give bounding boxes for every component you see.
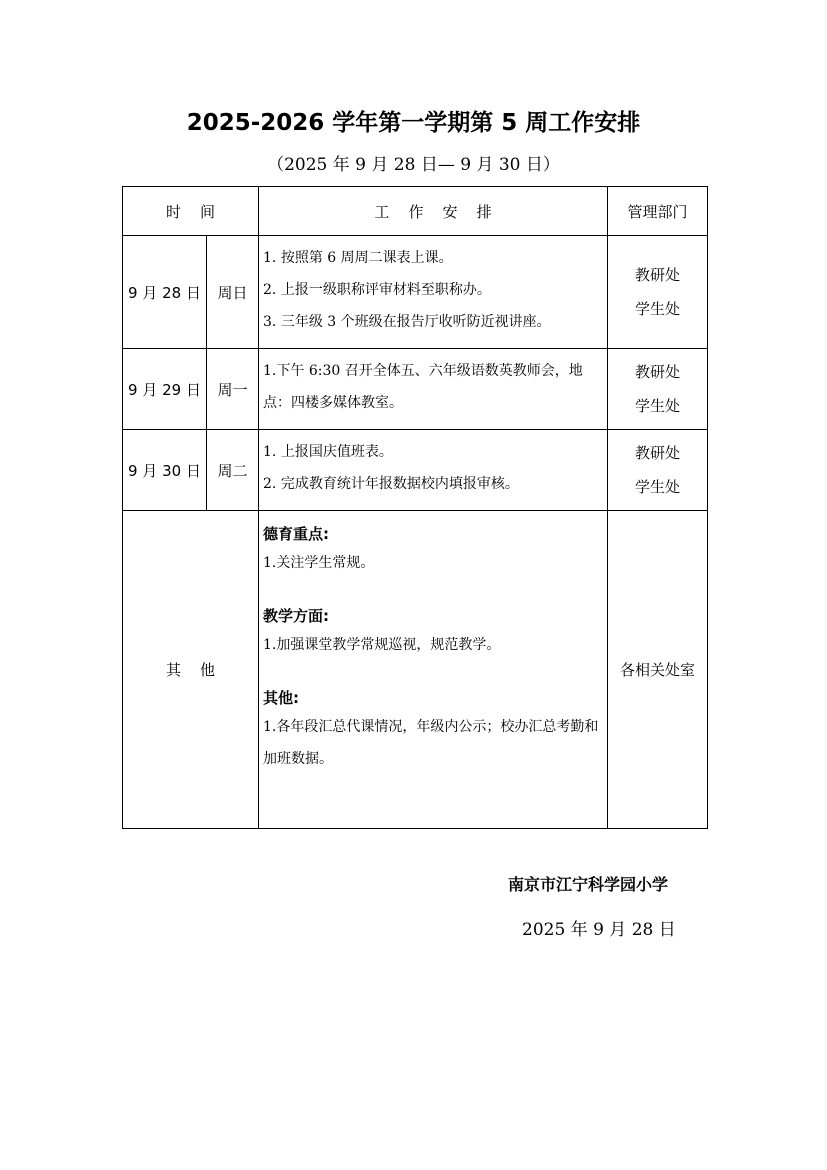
department-name: 教研处 xyxy=(635,266,681,284)
section-body: 1.加强课堂教学常规巡视，规范教学。 xyxy=(263,637,501,653)
row-weekday: 周一 xyxy=(207,349,259,430)
department-name: 教研处 xyxy=(635,363,681,381)
task-item: 1.下午 6:30 召开全体五、六年级语数英教师会，地点：四楼多媒体教室。 xyxy=(263,363,583,411)
schedule-table xyxy=(122,186,708,829)
row-department xyxy=(608,236,708,349)
school-name: 南京市江宁科学园小学 xyxy=(508,875,669,894)
other-department: 各相关处室 xyxy=(608,511,708,829)
task-item: 1. 按照第 6 周周二课表上课。 xyxy=(263,250,453,266)
row-weekday: 周二 xyxy=(207,430,259,511)
page-title: 2025-2026 学年第一学期第 5 周工作安排 xyxy=(186,110,641,136)
section-body: 1.各年段汇总代课情况，年级内公示；校办汇总考勤和加班数据。 xyxy=(263,719,599,767)
header-department: 管理部门 xyxy=(608,187,708,236)
task-item: 3. 三年级 3 个班级在报告厅收听防近视讲座。 xyxy=(263,314,551,330)
department-name: 教研处 xyxy=(635,444,681,462)
table-header-row xyxy=(123,187,708,236)
table-row xyxy=(123,430,708,511)
row-date: 9 月 28 日 xyxy=(123,236,207,349)
section-heading: 德育重点: xyxy=(263,525,330,543)
row-tasks xyxy=(259,430,608,511)
table-row xyxy=(123,236,708,349)
issue-date: 2025 年 9 月 28 日 xyxy=(522,920,676,940)
row-date: 9 月 29 日 xyxy=(123,349,207,430)
department-name: 学生处 xyxy=(635,478,681,496)
department-name: 学生处 xyxy=(635,397,681,415)
other-content xyxy=(259,511,608,829)
row-weekday: 周日 xyxy=(207,236,259,349)
task-item: 1. 上报国庆值班表。 xyxy=(263,444,393,460)
date-range-subtitle: （2025 年 9 月 28 日— 9 月 30 日） xyxy=(267,155,560,175)
other-label: 其 他 xyxy=(123,511,259,829)
row-tasks xyxy=(259,349,608,430)
table-row xyxy=(123,349,708,430)
section-heading: 其他: xyxy=(263,689,300,707)
header-work-arrangement: 工 作 安 排 xyxy=(259,187,608,236)
department-name: 学生处 xyxy=(635,300,681,318)
row-date: 9 月 30 日 xyxy=(123,430,207,511)
row-tasks xyxy=(259,236,608,349)
section-heading: 教学方面: xyxy=(263,607,330,625)
table-row-other xyxy=(123,511,708,829)
row-department xyxy=(608,430,708,511)
section-body: 1.关注学生常规。 xyxy=(263,555,375,571)
task-item: 2. 完成教育统计年报数据校内填报审核。 xyxy=(263,476,519,492)
task-item: 2. 上报一级职称评审材料至职称办。 xyxy=(263,282,491,298)
row-department xyxy=(608,349,708,430)
header-time: 时 间 xyxy=(123,187,259,236)
